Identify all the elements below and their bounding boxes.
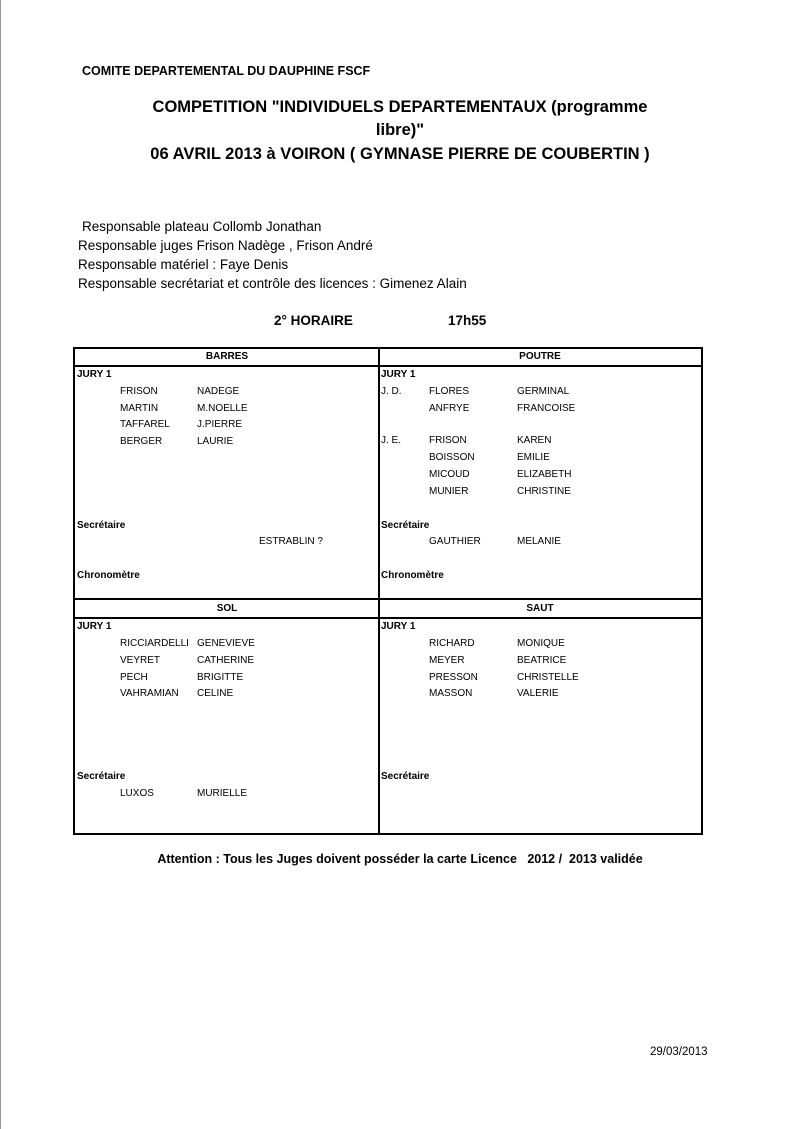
barres-judge-first: J.PIERRE — [197, 419, 243, 430]
poutre-chronometre-label: Chronomètre — [381, 570, 444, 581]
sol-judge-last: VAHRAMIAN — [120, 688, 179, 699]
barres-jury-label: JURY 1 — [77, 369, 112, 380]
poutre-judge-first: GERMINAL — [517, 386, 570, 397]
saut-jury-label: JURY 1 — [381, 621, 416, 632]
poutre-jd-label: J. D. — [381, 386, 402, 397]
saut-judge-first: CHRISTELLE — [517, 672, 579, 683]
responsable-juges: Responsable juges Frison Nadège , Frison André — [78, 238, 373, 253]
title-line-1: COMPETITION "INDIVIDUELS DEPARTEMENTAUX (programme — [152, 98, 648, 116]
grid-bottom-header-rule — [75, 617, 701, 619]
sol-judge-first: CATHERINE — [197, 655, 255, 666]
poutre-judge-last: MUNIER — [429, 486, 469, 497]
barres-secretaire-label: Secrétaire — [77, 520, 126, 531]
sol-judge-last: PECH — [120, 672, 148, 683]
document-date: 29/03/2013 — [650, 1046, 708, 1058]
barres-judge-last: MARTIN — [120, 403, 159, 414]
responsable-secretariat: Responsable secrétariat et contrôle des licences : Gimenez Alain — [78, 276, 467, 291]
sol-jury-label: JURY 1 — [77, 621, 112, 632]
sol-secretaire-last: LUXOS — [120, 788, 154, 799]
saut-judge-last: RICHARD — [429, 638, 475, 649]
grid-middle-rule — [75, 598, 701, 600]
barres-header: BARRES — [205, 351, 249, 362]
grid-top-header-rule — [75, 365, 701, 367]
saut-judge-first: VALERIE — [517, 688, 559, 699]
barres-secretaire-name: ESTRABLIN ? — [259, 536, 323, 547]
saut-judge-last: MASSON — [429, 688, 473, 699]
poutre-je-label: J. E. — [381, 435, 402, 446]
poutre-judge-last: ANFRYE — [429, 403, 470, 414]
poutre-judge-last: FLORES — [429, 386, 470, 397]
barres-judge-first: LAURIE — [197, 436, 234, 447]
poutre-judge-first: FRANCOISE — [517, 403, 576, 414]
saut-judge-first: MONIQUE — [517, 638, 565, 649]
grid-vertical-divider — [378, 349, 380, 833]
responsable-materiel: Responsable matériel : Faye Denis — [78, 257, 289, 272]
poutre-header: POUTRE — [519, 351, 561, 362]
sol-secretaire-first: MURIELLE — [197, 788, 248, 799]
poutre-judge-last: BOISSON — [429, 452, 475, 463]
barres-judge-last: TAFFAREL — [120, 419, 170, 430]
poutre-judge-first: EMILIE — [517, 452, 550, 463]
sol-judge-first: CELINE — [197, 688, 234, 699]
saut-judge-last: MEYER — [429, 655, 465, 666]
poutre-judge-first: KAREN — [517, 435, 552, 446]
sol-judge-first: GENEVIEVE — [197, 638, 255, 649]
barres-judge-last: FRISON — [120, 386, 158, 397]
barres-chronometre-label: Chronomètre — [77, 570, 140, 581]
saut-header: SAUT — [526, 603, 554, 614]
poutre-judge-last: MICOUD — [429, 469, 470, 480]
barres-judge-first: M.NOELLE — [197, 403, 248, 414]
organization-name: COMITE DEPARTEMENTAL DU DAUPHINE FSCF — [82, 64, 371, 78]
sol-header: SOL — [216, 603, 238, 614]
horaire-label: 2° HORAIRE — [274, 313, 353, 328]
poutre-judge-first: CHRISTINE — [517, 486, 571, 497]
saut-secretaire-label: Secrétaire — [381, 771, 430, 782]
sol-secretaire-label: Secrétaire — [77, 771, 126, 782]
title-line-2: libre)" — [375, 121, 425, 139]
saut-judge-last: PRESSON — [429, 672, 478, 683]
responsable-plateau: Responsable plateau Collomb Jonathan — [82, 219, 322, 234]
saut-judge-first: BEATRICE — [517, 655, 567, 666]
barres-judge-first: NADEGE — [197, 386, 240, 397]
barres-judge-last: BERGER — [120, 436, 163, 447]
horaire-time: 17h55 — [448, 313, 487, 328]
title-line-3: 06 AVRIL 2013 à VOIRON ( GYMNASE PIERRE DE COUBERTIN ) — [150, 145, 650, 163]
sol-judge-first: BRIGITTE — [197, 672, 244, 683]
page-edge — [0, 0, 1, 1129]
poutre-judge-last: FRISON — [429, 435, 467, 446]
poutre-secretaire-label: Secrétaire — [381, 520, 430, 531]
poutre-jury-label: JURY 1 — [381, 369, 416, 380]
jury-grid — [73, 347, 703, 835]
poutre-secretaire-first: MELANIE — [517, 536, 561, 547]
attention-notice: Attention : Tous les Juges doivent posséder la carte Licence 2012 / 2013 validée — [157, 852, 643, 866]
sol-judge-last: RICCIARDELLI — [120, 638, 189, 649]
sol-judge-last: VEYRET — [120, 655, 161, 666]
poutre-secretaire-last: GAUTHIER — [429, 536, 481, 547]
poutre-judge-first: ELIZABETH — [517, 469, 572, 480]
